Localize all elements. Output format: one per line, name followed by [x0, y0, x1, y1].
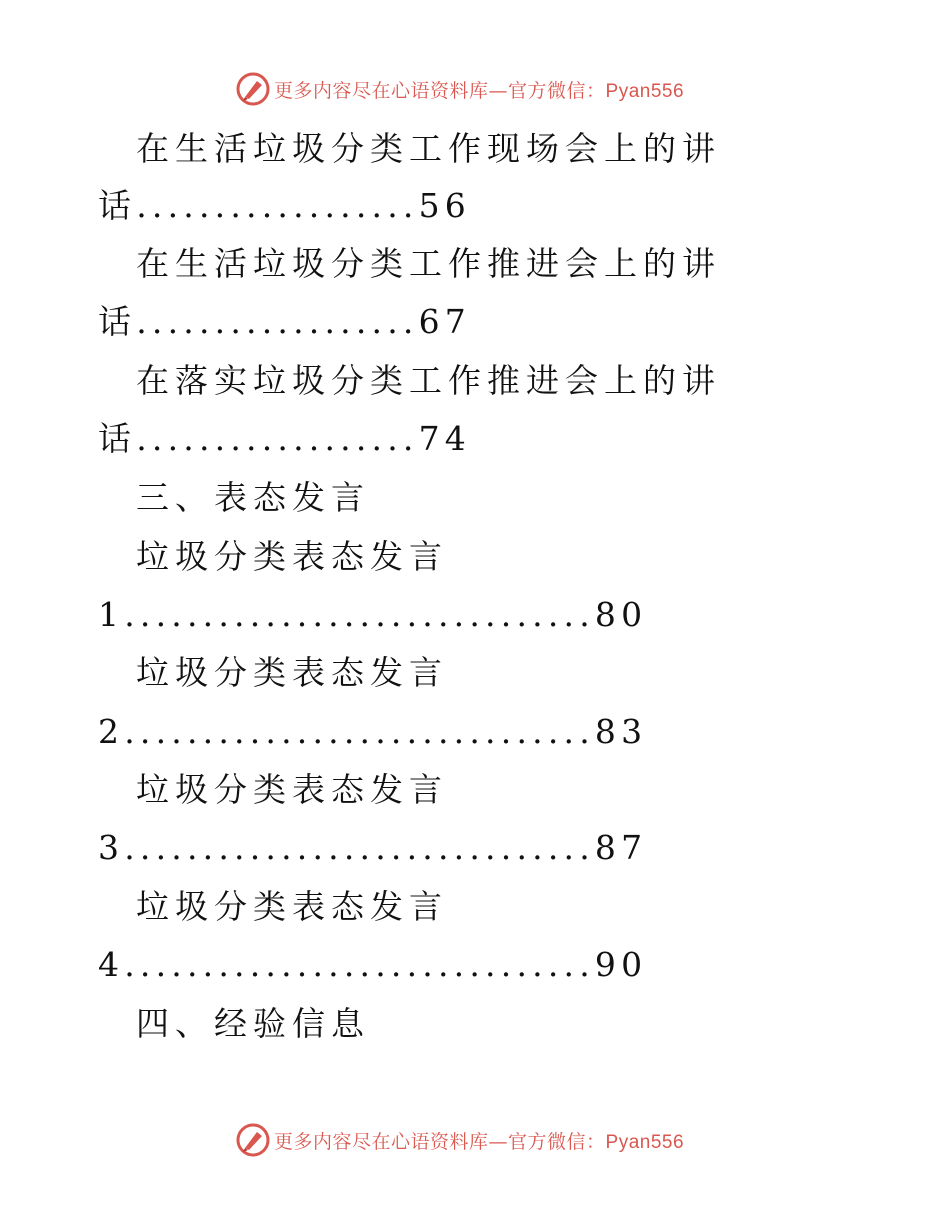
toc-entry-leader: 话..................67: [98, 302, 472, 341]
toc-entry-title: 在生活垃圾分类工作现场会上的讲: [136, 129, 721, 168]
toc-entry-leader: 1..............................80: [98, 595, 648, 634]
toc-entry-title: 在落实垃圾分类工作推进会上的讲: [136, 361, 721, 400]
toc-entry-title: 垃圾分类表态发言: [136, 653, 448, 692]
toc-entry-leader: 话..................56: [98, 186, 472, 225]
section-heading: 三、表态发言: [136, 478, 370, 517]
toc-entry-title: 垃圾分类表态发言: [136, 887, 448, 926]
header-banner-text: 更多内容尽在心语资料库—官方微信：Pyan556: [274, 79, 685, 102]
pen-logo-icon: [236, 1123, 270, 1157]
toc-entry-leader: 4..............................90: [98, 945, 648, 984]
toc-entry-leader: 3..............................87: [98, 828, 648, 867]
toc-entry-leader: 2..............................83: [98, 712, 648, 751]
toc-entry-title: 在生活垃圾分类工作推进会上的讲: [136, 244, 721, 283]
toc-entry-title: 垃圾分类表态发言: [136, 537, 448, 576]
header-banner: [236, 72, 684, 106]
footer-banner-text: 更多内容尽在心语资料库—官方微信：Pyan556: [274, 1130, 685, 1153]
section-heading: 四、经验信息: [136, 1004, 370, 1043]
toc-entry-title: 垃圾分类表态发言: [136, 770, 448, 809]
pen-logo-icon: [236, 72, 270, 106]
toc-entry-leader: 话..................74: [98, 419, 472, 458]
footer-banner: [236, 1123, 684, 1157]
